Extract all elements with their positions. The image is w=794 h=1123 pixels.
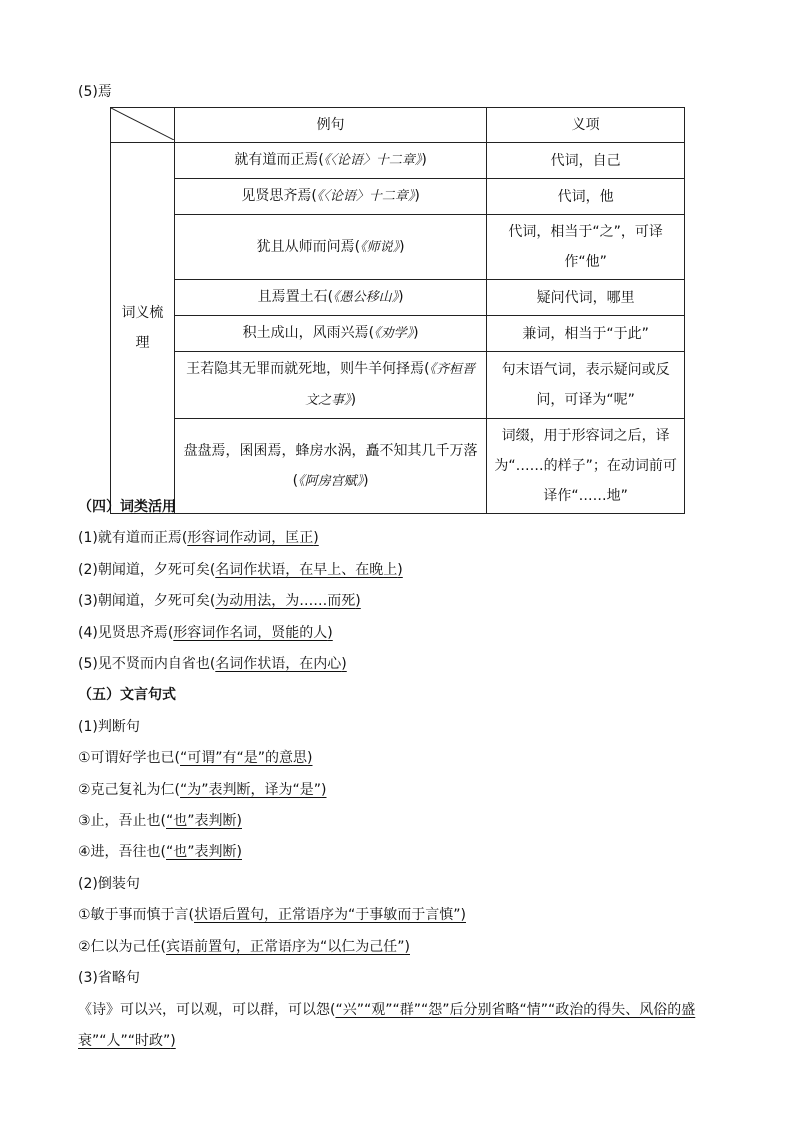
item-close: ) bbox=[313, 530, 319, 547]
table-row bbox=[111, 179, 685, 215]
example-source: 《〈论语〉十二章》 bbox=[316, 189, 415, 204]
table-row bbox=[111, 143, 685, 179]
item-answer: 形容词作名词，贤能的人 bbox=[173, 624, 328, 641]
item-answer: “也”表判断 bbox=[166, 844, 237, 861]
list-item bbox=[78, 995, 728, 1057]
item-answer: 名词作状语，在内心 bbox=[215, 656, 342, 673]
table-row bbox=[111, 215, 685, 280]
item-answer: 形容词作动词，匡正 bbox=[187, 530, 314, 547]
meaning-cell: 疑问代词，哪里 bbox=[487, 280, 685, 316]
example-close: ) bbox=[350, 392, 357, 408]
meaning-cell: 代词，自己 bbox=[487, 143, 685, 179]
item-text: (5)见不贤而内自省也( bbox=[78, 656, 216, 673]
diagonal-line-icon bbox=[111, 108, 174, 140]
list-item bbox=[78, 963, 728, 994]
row-label-line: 词义梳 bbox=[121, 305, 164, 321]
row-label-cell bbox=[111, 143, 175, 514]
example-source: 《〈论语〉十二章》 bbox=[323, 153, 422, 168]
item-close: ) bbox=[404, 938, 410, 955]
row-label-line: 理 bbox=[135, 335, 150, 351]
example-cell bbox=[174, 352, 486, 419]
word-meaning-table bbox=[110, 107, 685, 514]
meaning-cell: 词缀，用于形容词之后，译为“……的样子”；在动词前可译作“……地” bbox=[487, 419, 685, 514]
table-row bbox=[111, 352, 685, 419]
example-cell bbox=[174, 215, 486, 280]
list-item bbox=[78, 900, 728, 931]
example-close: ) bbox=[398, 289, 404, 305]
item-close: ) bbox=[341, 656, 347, 673]
meaning-cell: 兼词，相当于“于此” bbox=[487, 316, 685, 352]
list-item bbox=[78, 555, 728, 586]
item-answer: 宾语前置句，正常语序为“以仁为己任” bbox=[166, 938, 405, 955]
section-heading: （五）文言句式 bbox=[78, 687, 176, 704]
example-sentence: 积土成山，风雨兴焉( bbox=[242, 325, 375, 341]
example-source: 《阿房宫赋》 bbox=[298, 473, 364, 489]
example-close: ) bbox=[399, 238, 405, 255]
meaning-cell: 代词，他 bbox=[487, 179, 685, 215]
item-answer: “为”表判断，译为“是” bbox=[180, 781, 322, 798]
list-item bbox=[78, 649, 728, 680]
table-row bbox=[111, 316, 685, 352]
list-item bbox=[78, 806, 728, 837]
example-sentence: 王若隐其无罪而就死地，则牛羊何择焉( bbox=[186, 361, 430, 377]
item-answer: 状语后置句，正常语序为“于事敏而于言慎” bbox=[194, 907, 461, 924]
example-sentence: 见贤思齐焉( bbox=[241, 188, 317, 204]
item-answer: “也”表判断 bbox=[166, 813, 237, 830]
item-answer: 为动用法，为……而死 bbox=[215, 593, 356, 610]
item-close: ) bbox=[460, 907, 466, 924]
list-item bbox=[78, 932, 728, 963]
list-item bbox=[78, 618, 728, 649]
body-lines bbox=[78, 492, 728, 1057]
item-text: (2)倒装句 bbox=[78, 875, 140, 892]
item-text: ②仁以为己任( bbox=[78, 938, 167, 955]
item-close: ) bbox=[355, 593, 361, 610]
item-text: 《诗》可以兴，可以观，可以群，可以怨( bbox=[78, 1001, 336, 1018]
item-answer: “兴”“观”“群”“怨”后分别省略“情”“政治的得失、风俗的盛衰”“人”“时政” bbox=[78, 1001, 696, 1049]
example-source: 《师说》 bbox=[360, 239, 400, 255]
example-sentence: 盘盘焉，囷囷焉，蜂房水涡，矗不知其几千万落( bbox=[183, 442, 478, 489]
item-text: ①可谓好学也已( bbox=[78, 750, 181, 767]
diagonal-header-cell bbox=[111, 108, 175, 143]
item-close: ) bbox=[236, 813, 242, 830]
list-item bbox=[78, 775, 728, 806]
item-text: (3)朝闻道，夕死可矣( bbox=[78, 593, 216, 610]
table-header-row bbox=[111, 108, 685, 143]
item-close: ) bbox=[397, 561, 403, 578]
list-item bbox=[78, 837, 728, 868]
item-text: ②克己复礼为仁( bbox=[78, 781, 181, 798]
section-heading: （四）词类活用 bbox=[78, 499, 176, 515]
list-item bbox=[78, 523, 728, 554]
example-close: ) bbox=[413, 325, 419, 341]
section-title: (5)焉 bbox=[78, 84, 112, 100]
example-close: ) bbox=[421, 152, 427, 168]
item-close: ) bbox=[170, 1032, 176, 1049]
example-cell bbox=[174, 280, 486, 316]
header-example: 例句 bbox=[174, 108, 486, 143]
example-source: 《齐桓晋文之事》 bbox=[305, 362, 476, 408]
item-text: ①敏于事而慎于言( bbox=[78, 907, 195, 924]
list-item bbox=[78, 869, 728, 900]
example-close: ) bbox=[363, 472, 369, 489]
item-text: (2)朝闻道，夕死可矣( bbox=[78, 561, 216, 578]
table-row bbox=[111, 280, 685, 316]
list-item bbox=[78, 586, 728, 617]
example-cell bbox=[174, 179, 486, 215]
list-item bbox=[78, 743, 728, 774]
item-close: ) bbox=[321, 781, 327, 798]
item-close: ) bbox=[307, 750, 313, 767]
item-text: ④进，吾往也( bbox=[78, 844, 167, 861]
example-cell bbox=[174, 316, 486, 352]
example-sentence: 且焉置土石( bbox=[257, 289, 334, 305]
item-answer: 名词作状语，在早上、在晚上 bbox=[215, 561, 398, 578]
example-source: 《愚公移山》 bbox=[333, 290, 399, 305]
header-meaning: 义项 bbox=[487, 108, 685, 143]
item-close: ) bbox=[236, 844, 242, 861]
meaning-cell: 句末语气词，表示疑问或反问，可译为“呢” bbox=[487, 352, 685, 419]
item-text: (3)省略句 bbox=[78, 970, 140, 987]
item-text: ③止，吾止也( bbox=[78, 813, 167, 830]
item-text: (1)判断句 bbox=[78, 718, 140, 735]
example-sentence: 犹且从师而问焉( bbox=[256, 238, 361, 255]
example-sentence: 就有道而正焉( bbox=[234, 152, 324, 168]
meaning-cell: 代词，相当于“之”，可译作“他” bbox=[487, 215, 685, 280]
example-cell bbox=[174, 143, 486, 179]
item-close: ) bbox=[327, 624, 333, 641]
example-close: ) bbox=[414, 188, 420, 204]
list-item bbox=[78, 712, 728, 743]
item-answer: “可谓”有“是”的意思 bbox=[180, 750, 308, 767]
example-source: 《劝学》 bbox=[374, 326, 414, 341]
item-text: (1)就有道而正焉( bbox=[78, 530, 188, 547]
item-text: (4)见贤思齐焉( bbox=[78, 624, 174, 641]
